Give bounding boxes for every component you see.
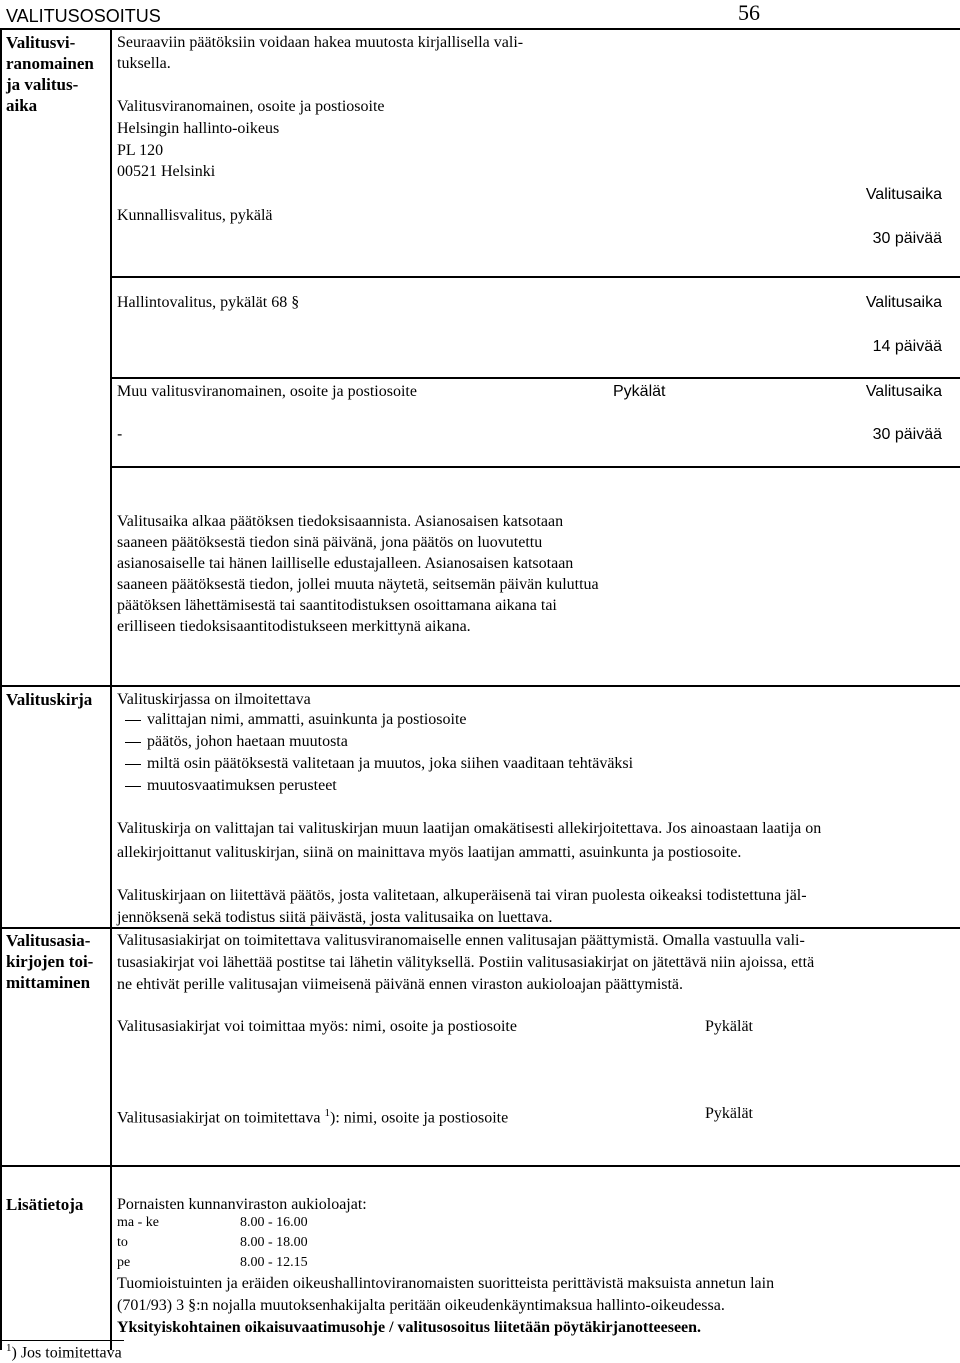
valitusaika-label: Valitusaika: [865, 383, 942, 400]
document-title: VALITUSOSOITUS: [6, 6, 161, 26]
intro-line: Seuraaviin päätöksiin voidaan hakea muutosta kirjallisella vali-: [117, 34, 524, 51]
list-dash: [125, 720, 141, 721]
label-line: ja valitus-: [6, 75, 79, 94]
section-divider: [0, 927, 960, 929]
attachments-line: Valituskirjaan on liitettävä päätös, josta valitetaan, alkuperäisenä tai viran puolesta oikeaksi todistettuna jäl-: [117, 887, 807, 904]
hours-heading: Pornaisten kunnanviraston aukioloajat:: [117, 1196, 367, 1213]
delivery-suffix: ): nimi, osoite ja postiosoite: [330, 1109, 509, 1127]
divider: [110, 377, 960, 379]
signature-line: Valituskirja on valittajan tai valituskirjan muun laatijan omakätisesti allekirjoitettava. Jos ainoastaan laatija on: [117, 820, 822, 837]
delivery-prefix: Valitusasiakirjat on toimitettava: [117, 1109, 325, 1127]
label-line: kirjojen toi-: [6, 952, 94, 971]
muu-value: -: [117, 426, 123, 443]
label-valituskirja: Valituskirja: [6, 690, 93, 709]
signature-line: allekirjoittanut valituskirjan, siinä on mainittava myös laatijan ammatti, asuinkunta ja postiosoite.: [117, 844, 742, 861]
valituskirja-heading: Valituskirjassa on ilmoitettava: [117, 691, 311, 708]
attachments-line: jennöksenä sekä todistus siitä päivästä, josta valitusaika on luettava.: [117, 909, 553, 926]
authority-heading: Valitusviranomainen, osoite ja postiosoite: [117, 98, 385, 115]
label-lisatietoja: Lisätietoja: [6, 1195, 84, 1214]
label-line: ranomainen: [6, 54, 94, 73]
hours-time: 8.00 - 12.15: [240, 1255, 308, 1270]
list-dash: [125, 764, 141, 765]
hours-day: ma - ke: [117, 1215, 159, 1230]
authority-name: Helsingin hallinto-oikeus: [117, 120, 280, 137]
intro-line: tuksella.: [117, 55, 171, 72]
label-toimittaminen: [6, 930, 93, 993]
hours-day: to: [117, 1235, 128, 1250]
label-valitusviranomainen: [6, 32, 94, 116]
hallintovalitus-text: Hallintovalitus, pykälät 68: [117, 294, 288, 311]
valitusaika-value: 14 päivää: [872, 338, 942, 355]
alt-delivery: Valitusasiakirjat voi toimittaa myös: nimi, osoite ja postiosoite: [117, 1018, 517, 1035]
authority-post: 00521 Helsinki: [117, 163, 216, 180]
frame-left-rule: [0, 28, 2, 1350]
list-dash: [125, 786, 141, 787]
list-item: miltä osin päätöksestä valitetaan ja muutos, joka siihen vaaditaan tehtäväksi: [147, 755, 634, 772]
hours-time: 8.00 - 16.00: [240, 1215, 308, 1230]
list-item: muutosvaatimuksen perusteet: [147, 777, 337, 794]
delivery-pykalat: Pykälät: [705, 1105, 753, 1122]
column-divider: [110, 28, 112, 1350]
label-line: Valitusvi-: [6, 33, 76, 52]
hallintovalitus: [117, 292, 299, 313]
valitusaika-label: Valitusaika: [865, 186, 942, 203]
hours-time: 8.00 - 18.00: [240, 1235, 308, 1250]
toimittaminen-line: tusasiakirjat voi lähettää postitse tai lähetin välityksellä. Postiin valitusasiakirjat on jätettävä niin ajoissa, että: [117, 954, 815, 971]
valitusaika-value: 30 päivää: [872, 230, 942, 247]
kunnallisvalitus: Kunnallisvalitus, pykälä: [117, 207, 273, 224]
footer-notice: Yksityiskohtainen oikaisuvaatimusohje / valitusosoitus liitetään pöytäkirjanotteeseen.: [117, 1319, 702, 1336]
label-line: mittaminen: [6, 973, 91, 992]
delivery-line: [117, 1103, 508, 1128]
divider: [110, 466, 960, 468]
muu-heading: Muu valitusviranomainen, osoite ja postiosoite: [117, 383, 417, 400]
label-line: aika: [6, 96, 38, 115]
section-divider: [0, 685, 960, 687]
list-dash: [125, 742, 141, 743]
divider: [110, 276, 960, 278]
fee-line: Tuomioistuinten ja eräiden oikeushallintoviranomaisten suoritteista perittävistä maksuista annetun lain: [117, 1275, 775, 1292]
footnote-text: ) Jos toimitettava: [11, 1344, 122, 1362]
authority-box: PL 120: [117, 142, 164, 159]
toimittaminen-line: ne ehtivät perille valitusajan viimeisenä päivänä ennen viraston aukioloajan päättymistä.: [117, 976, 684, 993]
valitusaika-label: Valitusaika: [865, 294, 942, 311]
frame-top-rule: [0, 28, 960, 30]
footnote-marker: 1: [6, 1342, 12, 1354]
section-sign: §: [291, 294, 300, 311]
page-number: 56: [738, 0, 760, 25]
muu-pykalat: Pykälät: [613, 383, 666, 400]
alt-pykalat: Pykälät: [705, 1018, 753, 1035]
footnote: [6, 1338, 122, 1363]
valitusaika-value: 30 päivää: [872, 426, 942, 443]
toimittaminen-line: Valitusasiakirjat on toimitettava valitusviranomaiselle ennen valitusajan päättymistä. Omalla vastuulla vali-: [117, 932, 805, 949]
hours-day: pe: [117, 1255, 131, 1270]
list-item: päätös, johon haetaan muutosta: [147, 733, 348, 750]
fee-line: (701/93) 3 §:n nojalla muutoksenhakijalta peritään oikeudenkäyntimaksua hallinto-oikeudessa.: [117, 1297, 725, 1314]
label-line: Valitusasia-: [6, 931, 91, 950]
section-divider: [0, 1165, 960, 1167]
footnote-ref: 1: [324, 1107, 331, 1119]
list-item: valittajan nimi, ammatti, asuinkunta ja postiosoite: [147, 711, 467, 728]
valitusaika-paragraph: Valitusaika alkaa päätöksen tiedoksisaannista. Asianosaisen katsotaan saaneen päätöksestä tiedon sinä päivänä, jona päätös on luovutettu asianosaiselle tai hänen lailliselle edustajalleen. Asianosaisen katsotaan saaneen päätöksestä tiedon, jollei muuta näytetä, seitsemän päivän kuluttua päätöksen lähettämisestä tai saantitodistuksen osoittamana aikana tai erilliseen tiedoksisaantitodistukseen merkittynä aikana.: [117, 513, 599, 635]
